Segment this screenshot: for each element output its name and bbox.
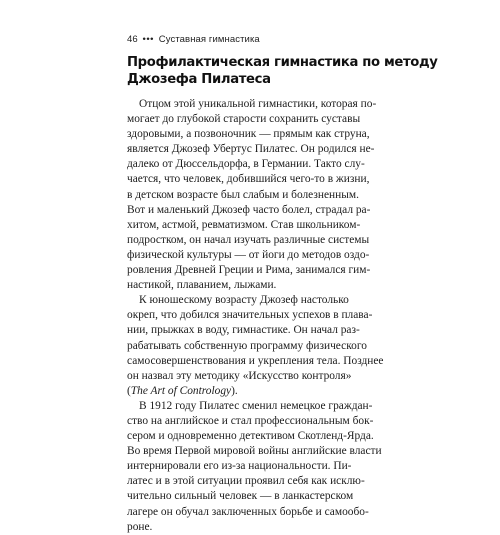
text-line: в детском возрасте был слабым и болезненным. (127, 188, 359, 201)
text-line: физической культуры — от йоги до методов оздо- (127, 248, 370, 261)
body-text (127, 97, 384, 535)
citation-open: ( (127, 384, 131, 397)
text-line: окреп, что добился значительных успехов в плава- (127, 309, 373, 322)
text-line: здоровыми, а позвоночник — прямым как струна, (127, 128, 370, 141)
text-line: ство на английское и стал профессиональным бок- (127, 414, 374, 427)
text-line: Во время Первой мировой войны английские власти (127, 445, 382, 458)
text-line: является Джозеф Убертус Пилатес. Он родился не- (127, 143, 375, 156)
paragraph (127, 97, 377, 293)
article-title (127, 54, 438, 88)
text-line: лагере он обучал заключенных борьбе и самообо- (127, 505, 369, 518)
section-title: Суставная гимнастика (158, 34, 260, 45)
text-line: В 1912 году Пилатес сменил немецкое граждан- (139, 399, 373, 412)
text-line: подростком, он начал изучать различные системы (127, 233, 370, 246)
text-line: ровления Древней Греции и Рима, занимался гим- (127, 264, 371, 277)
text-line: нии, прыжках в воду, гимнастике. Он начал раз- (127, 324, 360, 337)
text-line: чается, что человек, добившийся чего-то в жизни, (127, 173, 370, 186)
text-line: роне. (127, 520, 153, 533)
text-line: могает до глубокой старости сохранить суставы (127, 113, 361, 126)
paragraph (127, 293, 384, 399)
citation-close: ). (231, 384, 238, 397)
text-line: интернировали его из-за национальности. Пи- (127, 460, 352, 473)
article-title-line: Профилактическая гимнастика по методу (127, 55, 438, 70)
citation-title: The Art of Contrology (130, 384, 232, 397)
text-line: настикой, плаванием, лыжами. (127, 279, 277, 292)
text-line: К юношескому возрасту Джозеф настолько (139, 294, 349, 307)
text-line: самосовершенствования и укрепления тела. Позднее (127, 354, 384, 367)
text-line: Отцом этой уникальной гимнастики, которая по- (139, 98, 377, 110)
article-title-line: Джозефа Пилатеса (127, 72, 271, 87)
running-head (127, 34, 260, 45)
text-line: рабатывать собственную программу физического (127, 339, 367, 352)
text-line: хитом, астмой, ревматизмом. Став школьником- (127, 218, 361, 231)
text-line: он назвал эту методику «Искусство контроля» (127, 369, 352, 382)
text-line: далеко от Дюссельдорфа, в Германии. Такто слу- (127, 158, 365, 171)
text-line: сером и одновременно детективом Скотленд-Ярда. (127, 430, 374, 443)
text-line: латес и в этой ситуации проявил себя как исклю- (127, 475, 365, 488)
paragraph (127, 399, 382, 535)
citation-line (127, 384, 377, 399)
running-head-separator: ••• (142, 34, 155, 45)
page-number: 46 (127, 34, 138, 45)
text-line: Вот и маленький Джозеф часто болел, страдал ра- (127, 203, 371, 216)
text-line: чительно сильный человек — в ланкастерском (127, 490, 354, 503)
